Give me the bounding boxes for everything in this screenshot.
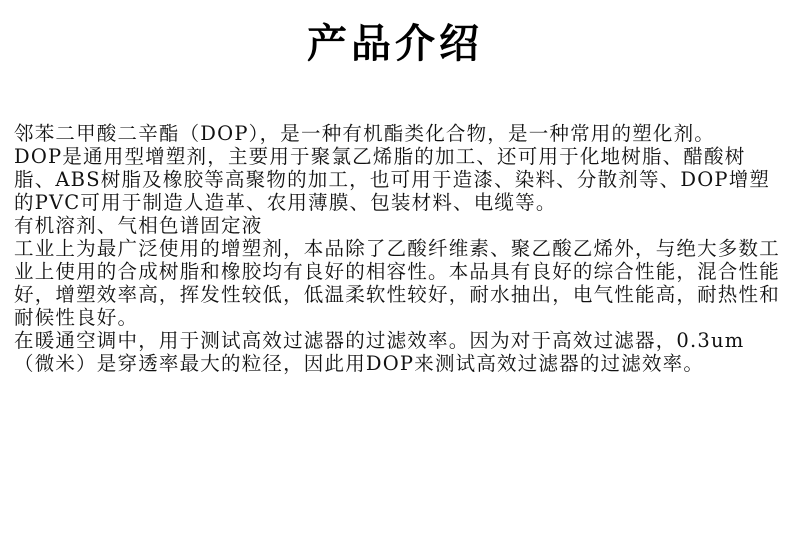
paragraph-dop-uses: DOP是通用型增塑剂，主要用于聚氯乙烯脂的加工、还可用于化地树脂、醋酸树脂、ABS树脂及橡胶等高聚物的加工，也可用于造漆、染料、分散剂等、DOP增塑的PVC可用于制造人造革、农用薄膜、包装材料、电缆等。 bbox=[14, 145, 771, 214]
document-body bbox=[14, 122, 780, 375]
paragraph-hvac-testing: 在暖通空调中，用于测试高效过滤器的过滤效率。因为对于高效过滤器，0.3um（微米）是穿透率最大的粒径，因此用DOP来测试高效过滤器的过滤效率。 bbox=[14, 329, 745, 375]
paragraph-solvent: 有机溶剂、气相色谱固定液 bbox=[14, 214, 263, 237]
page-title: 产品介绍 bbox=[307, 21, 483, 67]
paragraph-properties: 工业上为最广泛使用的增塑剂，本品除了乙酸纤维素、聚乙酸乙烯外，与绝大多数工业上使用的合成树脂和橡胶均有良好的相容性。本品具有良好的综合性能，混合性能好，增塑效率高，挥发性较低，低温柔软性较好，耐水抽出，电气性能高，耐热性和耐候性良好。 bbox=[14, 237, 780, 329]
paragraph-dop-definition: 邻苯二甲酸二辛酯（DOP），是一种有机酯类化合物，是一种常用的塑化剂。 bbox=[14, 122, 715, 145]
